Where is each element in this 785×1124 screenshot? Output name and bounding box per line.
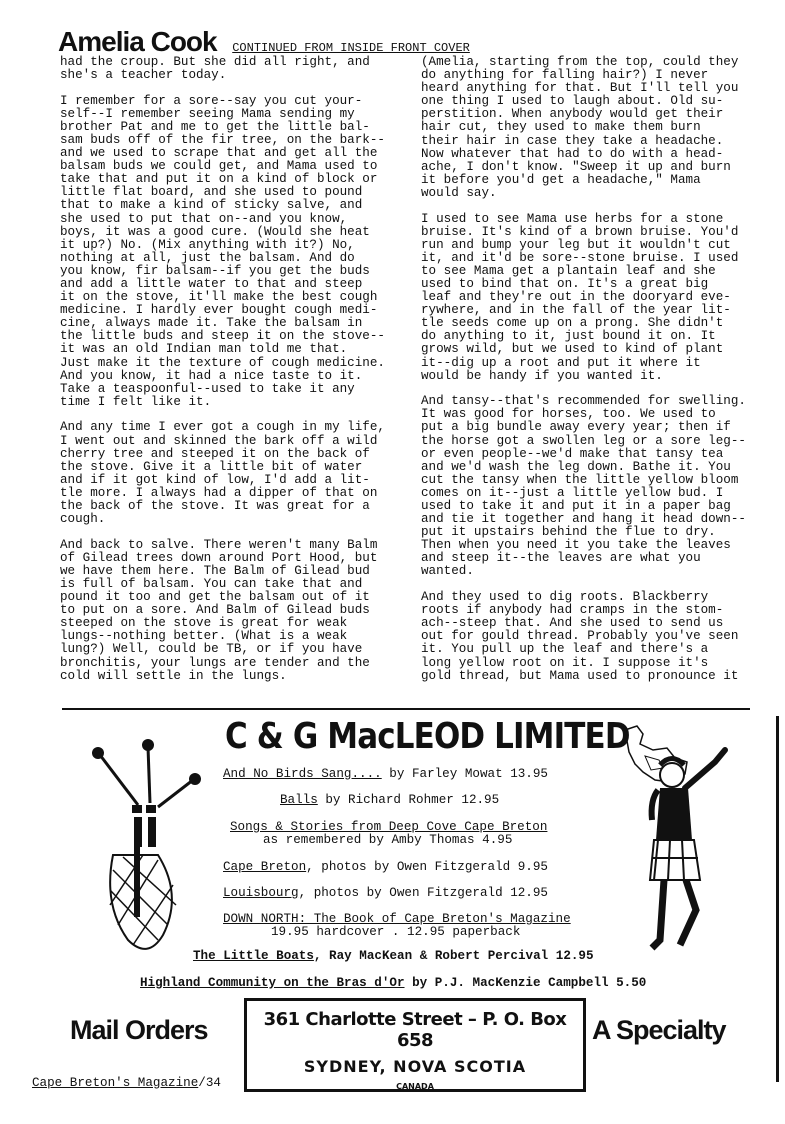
paragraph: had the croup. But she did all right, and she's a teacher today. bbox=[60, 55, 370, 83]
ad-right-rule bbox=[776, 716, 779, 1082]
paragraph: (Amelia, starting from the top, could they do anything for falling hair?) I never heard anything for that. But I'll tell you one thing I used to laugh about. Old su- perstition. When anybody would get their hair cut, they used to make them burn their hair in case they take a headache. Now whatever that had to do with a head- ache, I don't know. "Sweep it up and burn it before you'd get a headache," Mama would say. bbox=[421, 55, 739, 200]
page-number: /34 bbox=[198, 1076, 221, 1090]
book-details: , photos by Owen Fitzgerald 9.95 bbox=[306, 860, 548, 874]
book-title: And No Birds Sang.... bbox=[223, 767, 382, 781]
book-listing bbox=[140, 977, 646, 990]
address-city: SYDNEY, NOVA SCOTIA bbox=[303, 1057, 527, 1076]
right-column bbox=[421, 56, 765, 695]
book-title: Highland Community on the Bras d'Or bbox=[140, 976, 405, 990]
article-title: Amelia Cook bbox=[58, 26, 217, 57]
paragraph: And they used to dig roots. Blackberry roots if anybody had cramps in the stom- ach--steep that. And she used to send us out for gould thread. Probably you've seen it. You pull up the leaf and there's a long yellow root on it. I suppose it's gold thread, but Mama used to pronounce it bbox=[421, 590, 739, 683]
book-credit: as remembered by Amby Thomas 4.95 bbox=[263, 833, 513, 847]
paragraph: And tansy--that's recommended for swelling. It was good for horses, too. We used to put a big bundle away every year; then if the horse got a swollen leg or a sore leg-- or even people--we'd make that tansy tea and we'd wash the leg down. Bathe it. You cut the tansy when the little yellow bloom comes on it--just a little yellow bud. I used to take it and put it in a paper bag and tie it together and hang it head down-- put it upstairs behind the flue to dry. Then when you need it you take the leaves and steep it--the leaves are what you wanted. bbox=[421, 394, 746, 579]
magazine-name: Cape Breton's Magazine bbox=[32, 1076, 199, 1090]
book-details: by P.J. MacKenzie Campbell 5.50 bbox=[404, 976, 647, 990]
specialty-label: A Specialty bbox=[592, 1015, 726, 1045]
book-details: by Richard Rohmer 12.95 bbox=[317, 793, 500, 807]
address-box bbox=[244, 998, 586, 1092]
book-details: , Ray MacKean & Robert Percival 12.95 bbox=[313, 949, 594, 963]
book-title: Songs & Stories from Deep Cove Cape Breton bbox=[230, 820, 548, 834]
book-listing bbox=[223, 768, 548, 781]
dancer-illustration bbox=[630, 740, 740, 980]
ad-store-name: C & G MacLEOD LIMITED bbox=[225, 716, 630, 757]
continued-note: CONTINUED FROM INSIDE FRONT COVER bbox=[232, 41, 470, 55]
book-listing bbox=[193, 950, 594, 963]
book-title: Louisbourg bbox=[223, 886, 299, 900]
book-listing bbox=[223, 861, 548, 874]
book-listing bbox=[223, 913, 571, 939]
ad-top-rule bbox=[62, 708, 750, 710]
book-title: Cape Breton bbox=[223, 860, 307, 874]
book-listing bbox=[223, 887, 548, 900]
address-street: 361 Charlotte Street – P. O. Box 658 bbox=[263, 1009, 567, 1051]
book-title: The Little Boats bbox=[193, 949, 314, 963]
book-title: DOWN NORTH: The Book of Cape Breton's Magazine bbox=[223, 912, 571, 926]
book-details: , photos by Owen Fitzgerald 12.95 bbox=[298, 886, 548, 900]
left-column bbox=[60, 56, 404, 695]
mail-orders-label: Mail Orders bbox=[70, 1015, 208, 1045]
book-title: Balls bbox=[280, 793, 318, 807]
book-listing bbox=[230, 821, 547, 847]
book-listing bbox=[280, 794, 499, 807]
paragraph: And any time I ever got a cough in my life, I went out and skinned the bark off a wild cherry tree and steeped it on the back of the stove. Give it a little bit of water and if it got kind of low, I'd add a lit- tle more. I always had a dipper of that on the back of the stove. It was great for a cough. bbox=[60, 420, 385, 527]
paragraph: I used to see Mama use herbs for a stone bruise. It's kind of a brown bruise. You'd run and bump your leg but it wouldn't cut it, and it'd be sore--stone bruise. I used to see Mama get a plantain leaf and she used to bind that on. It's a great big leaf and they're out in the dooryard eve- rywhere, and in the fall of the year lit- tle seeds come up on a prong. She didn't do anything to it, just bound it on. It grows wild, but we used to kind of plant it--dig up a root and put it where it would be handy if you wanted it. bbox=[421, 211, 739, 383]
paragraph: And back to salve. There weren't many Balm of Gilead trees down around Port Hood, but we have them here. The Balm of Gilead bud is full of balsam. You can take that and pound it too and get the balsam out of it to put on a sore. And Balm of Gilead buds steeped on the stove is great for weak lungs--nothing better. (What is a weak lung?) Well, could be TB, or if you have bronchitis, your lungs are tender and the cold will settle in the lungs. bbox=[60, 537, 378, 683]
page-footer bbox=[32, 1076, 221, 1090]
paragraph: I remember for a sore--say you cut your- self--I remember seeing Mama sending my brother Pat and me to get the little bal- sam buds off of the fir tree, on the bark-- and we used to scrape that and get all the balsam buds we could get, and Mama used to take that and put it on a kind of block or little flat board, and she used to pound that to make a kind of sticky salve, and she used to put that on--and you know, boys, it was a good cure. (Would she heat it up?) No. (Mix anything with it?) No, nothing at all, just the balsam. And do you know, fir balsam--if you get the buds and add a little water to that and steep it on the stove, it'll make the best cough medicine. I hardly ever bought cough medi- cine, always made it. Take the balsam in the little buds and steep it on the stove-- it was an old Indian man told me that. Just make it the texture of cough medicine. And you know, it had a nice taste to it. Take a teaspoonful--used to take it any time I felt like it. bbox=[60, 93, 385, 409]
bagpipes-illustration bbox=[88, 735, 208, 965]
address-country: CANADA bbox=[396, 1082, 434, 1091]
book-credit: 19.95 hardcover . 12.95 paperback bbox=[271, 925, 521, 939]
book-details: by Farley Mowat 13.95 bbox=[381, 767, 548, 781]
